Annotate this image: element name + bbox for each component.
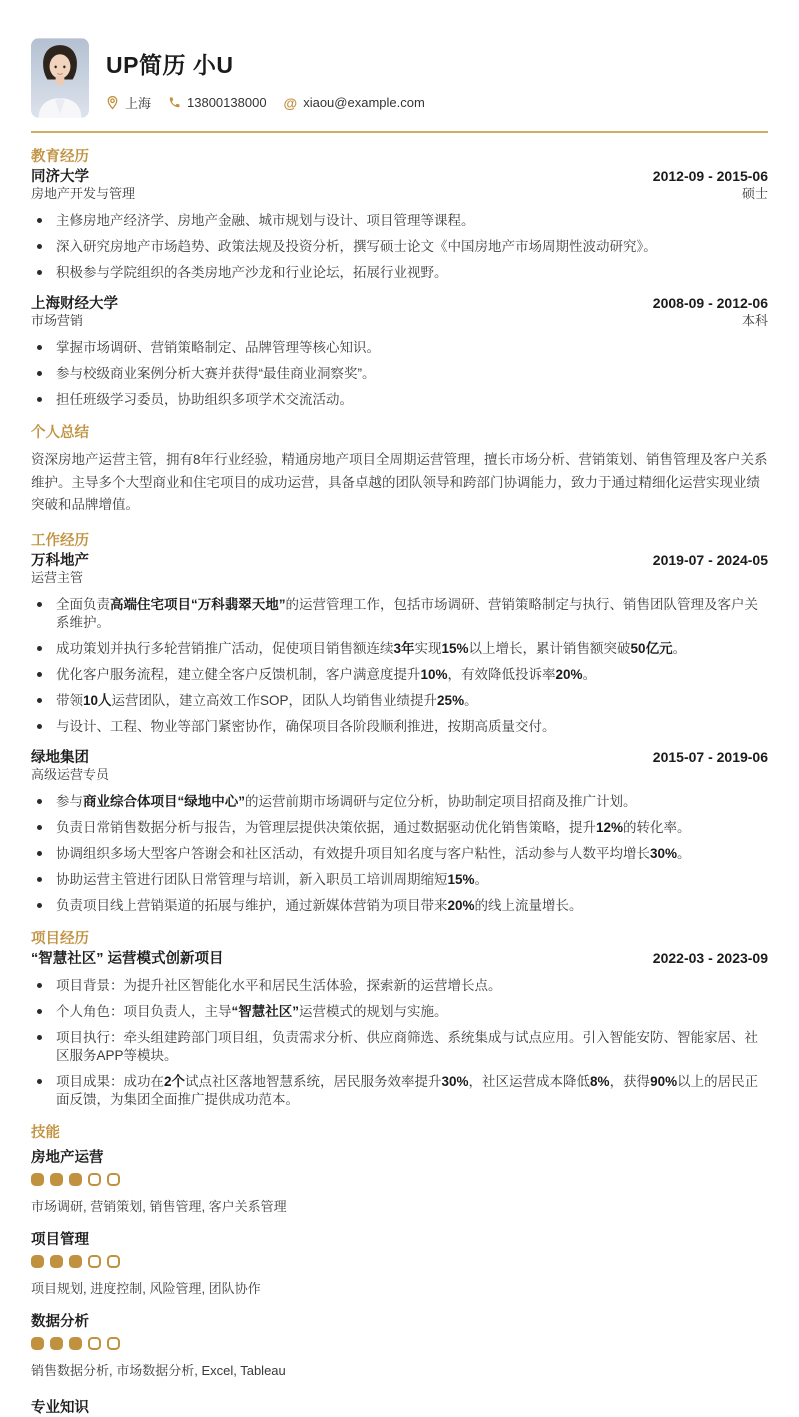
rating-dot-filled bbox=[31, 1337, 44, 1350]
knowledge-group-title: 专业知识 bbox=[31, 1399, 89, 1416]
bullet-list bbox=[31, 977, 768, 1109]
work-entry bbox=[31, 552, 768, 736]
bullet-item: 项目背景：为提升社区智能化水平和居民生活体验，探索新的运营增长点。 bbox=[31, 977, 768, 995]
rating-dot-empty bbox=[88, 1173, 101, 1186]
bullet-item: 积极参与学院组织的各类房地产沙龙和行业论坛，拓展行业视野。 bbox=[31, 264, 768, 282]
bullet-item: 负责日常销售数据分析与报告，为管理层提供决策依据，通过数据驱动优化销售策略，提升12%的转化率。 bbox=[31, 819, 768, 837]
section-title-work: 工作经历 bbox=[31, 533, 89, 550]
phone-icon bbox=[168, 96, 181, 109]
entry-row bbox=[31, 570, 768, 587]
company-name: 绿地集团 bbox=[31, 749, 89, 766]
entry-date: 2012-09 - 2015-06 bbox=[652, 168, 768, 185]
location-icon bbox=[106, 95, 119, 110]
bullet-item: 优化客户服务流程，建立健全客户反馈机制，客户满意度提升10%，有效降低投诉率20%。 bbox=[31, 666, 768, 684]
skill-rating bbox=[31, 1255, 768, 1268]
rating-dot-filled bbox=[50, 1337, 63, 1350]
work-entry bbox=[31, 749, 768, 915]
skill-item bbox=[31, 1146, 768, 1215]
rating-dot-filled bbox=[69, 1173, 82, 1186]
bullet-list bbox=[31, 596, 768, 736]
education-entry bbox=[31, 295, 768, 409]
entry-row bbox=[31, 749, 768, 767]
contact-item bbox=[284, 95, 425, 110]
school-name: 同济大学 bbox=[31, 169, 89, 186]
bullet-item: 参与校级商业案例分析大赛并获得“最佳商业洞察奖”。 bbox=[31, 365, 768, 383]
section-summary bbox=[31, 424, 768, 517]
resume-header bbox=[31, 38, 768, 131]
skill-item bbox=[31, 1310, 768, 1379]
section-title-education: 教育经历 bbox=[31, 149, 89, 165]
project-name: “智慧社区” 运营模式创新项目 bbox=[31, 950, 224, 967]
entry-row bbox=[31, 168, 768, 186]
education-entries bbox=[31, 168, 768, 409]
skill-name: 数据分析 bbox=[31, 1313, 89, 1330]
entry-date: 2019-07 - 2024-05 bbox=[652, 552, 768, 569]
bullet-list bbox=[31, 793, 768, 915]
skills-list bbox=[31, 1146, 768, 1379]
skill-name: 项目管理 bbox=[31, 1231, 89, 1248]
email-icon: @ bbox=[283, 94, 298, 111]
project-entry bbox=[31, 950, 768, 1109]
skill-keywords: 销售数据分析, 市场数据分析, Excel, Tableau bbox=[31, 1362, 286, 1378]
contact-text: 13800138000 bbox=[187, 95, 267, 110]
major-name: 房地产开发与管理 bbox=[31, 186, 136, 202]
bullet-item: 个人角色：项目负责人，主导“智慧社区”运营模式的规划与实施。 bbox=[31, 1003, 768, 1021]
contact-row bbox=[106, 93, 425, 112]
profile-photo bbox=[31, 38, 89, 118]
company-name: 万科地产 bbox=[31, 553, 89, 570]
entry-date: 2015-07 - 2019-06 bbox=[652, 748, 768, 765]
rating-dot-filled bbox=[69, 1337, 82, 1350]
contact-text: 上海 bbox=[125, 96, 152, 111]
school-name: 上海财经大学 bbox=[31, 296, 118, 312]
section-education bbox=[31, 148, 768, 409]
bullet-item: 协调组织多场大型客户答谢会和社区活动，有效提升项目知名度与客户粘性，活动参与人数平均增长30%。 bbox=[31, 845, 768, 863]
bullet-item: 带领10人运营团队，建立高效工作SOP，团队人均销售业绩提升25%。 bbox=[31, 692, 768, 710]
project-entries bbox=[31, 950, 768, 1109]
candidate-name: UP简历 小U bbox=[106, 52, 234, 78]
bullet-item: 与设计、工程、物业等部门紧密协作，确保项目各阶段顺利推进，按期高质量交付。 bbox=[31, 718, 768, 736]
bullet-item: 负责项目线上营销渠道的拓展与维护，通过新媒体营销为项目带来20%的线上流量增长。 bbox=[31, 897, 768, 915]
major-name: 市场营销 bbox=[31, 313, 84, 329]
degree-name: 本科 bbox=[741, 313, 768, 329]
entry-row bbox=[31, 186, 768, 203]
entry-date: 2008-09 - 2012-06 bbox=[652, 295, 768, 311]
bullet-item: 掌握市场调研、营销策略制定、品牌管理等核心知识。 bbox=[31, 339, 768, 357]
bullet-item: 项目执行：牵头组建跨部门项目组，负责需求分析、供应商筛选、系统集成与试点应用。引入智能安防、智能家居、社区服务APP等模块。 bbox=[31, 1029, 768, 1065]
bullet-item: 协助运营主管进行团队日常管理与培训，新入职员工培训周期缩短15%。 bbox=[31, 871, 768, 889]
skill-keywords: 项目规划, 进度控制, 风险管理, 团队协作 bbox=[31, 1280, 261, 1296]
entry-row bbox=[31, 950, 768, 968]
bullet-item: 担任班级学习委员，协助组织多项学术交流活动。 bbox=[31, 391, 768, 409]
skill-keywords: 市场调研, 营销策划, 销售管理, 客户关系管理 bbox=[31, 1198, 287, 1214]
rating-dot-empty bbox=[107, 1337, 120, 1350]
bullet-item: 深入研究房地产市场趋势、政策法规及投资分析，撰写硕士论文《中国房地产市场周期性波动研究》。 bbox=[31, 238, 768, 256]
rating-dot-filled bbox=[50, 1255, 63, 1268]
skill-rating bbox=[31, 1337, 768, 1350]
entry-row bbox=[31, 552, 768, 570]
rating-dot-filled bbox=[50, 1173, 63, 1186]
entry-row bbox=[31, 313, 768, 330]
rating-dot-empty bbox=[88, 1255, 101, 1268]
position-name: 运营主管 bbox=[31, 570, 84, 586]
entry-row bbox=[31, 767, 768, 784]
contact-text: xiaou@example.com bbox=[303, 95, 425, 110]
skill-rating bbox=[31, 1173, 768, 1186]
section-work bbox=[31, 532, 768, 915]
rating-dot-filled bbox=[69, 1255, 82, 1268]
bullet-list bbox=[31, 339, 768, 409]
rating-dot-filled bbox=[31, 1255, 44, 1268]
entry-row bbox=[31, 295, 768, 313]
education-entry bbox=[31, 168, 768, 282]
bullet-list bbox=[31, 212, 768, 282]
bullet-item: 全面负责高端住宅项目“万科翡翠天地”的运营管理工作，包括市场调研、营销策略制定与执行、销售团队管理及客户关系维护。 bbox=[31, 596, 768, 632]
header-divider bbox=[31, 131, 768, 133]
profile-photo-illustration bbox=[31, 38, 89, 118]
bullet-item: 参与商业综合体项目“绿地中心”的运营前期市场调研与定位分析，协助制定项目招商及推广计划。 bbox=[31, 793, 768, 811]
entry-date: 2022-03 - 2023-09 bbox=[652, 949, 768, 966]
bullet-item: 成功策划并执行多轮营销推广活动，促使项目销售额连续3年实现15%以上增长，累计销售额突破50亿元。 bbox=[31, 640, 768, 658]
skill-item bbox=[31, 1228, 768, 1297]
rating-dot-filled bbox=[31, 1173, 44, 1186]
header-info bbox=[106, 38, 425, 112]
bullet-item: 主修房地产经济学、房地产金融、城市规划与设计、项目管理等课程。 bbox=[31, 212, 768, 230]
work-entries bbox=[31, 552, 768, 915]
contact-item bbox=[168, 95, 267, 110]
rating-dot-empty bbox=[107, 1255, 120, 1268]
section-title-summary: 个人总结 bbox=[31, 424, 89, 441]
section-skills bbox=[31, 1124, 768, 1417]
rating-dot-empty bbox=[88, 1337, 101, 1350]
section-title-projects: 项目经历 bbox=[31, 930, 89, 947]
bullet-item: 项目成果：成功在2个试点社区落地智慧系统，居民服务效率提升30%，社区运营成本降低8%，获得90%以上的居民正面反馈，为集团全面推广提供成功范本。 bbox=[31, 1073, 768, 1109]
section-title-skills: 技能 bbox=[31, 1124, 60, 1141]
section-projects bbox=[31, 930, 768, 1109]
position-name: 高级运营专员 bbox=[31, 767, 110, 782]
contact-item bbox=[106, 93, 151, 112]
degree-name: 硕士 bbox=[741, 186, 768, 202]
summary-text: 资深房地产运营主管，拥有8年行业经验，精通房地产项目全周期运营管理，擅长市场分析、营销策划、销售管理及客户关系维护。主导多个大型商业和住宅项目的成功运营，具备卓越的团队领导和跨部门协调能力，致力于通过精细化运营实现业绩突破和品牌增值。 bbox=[31, 452, 768, 513]
skill-name: 房地产运营 bbox=[31, 1149, 104, 1166]
rating-dot-empty bbox=[107, 1173, 120, 1186]
